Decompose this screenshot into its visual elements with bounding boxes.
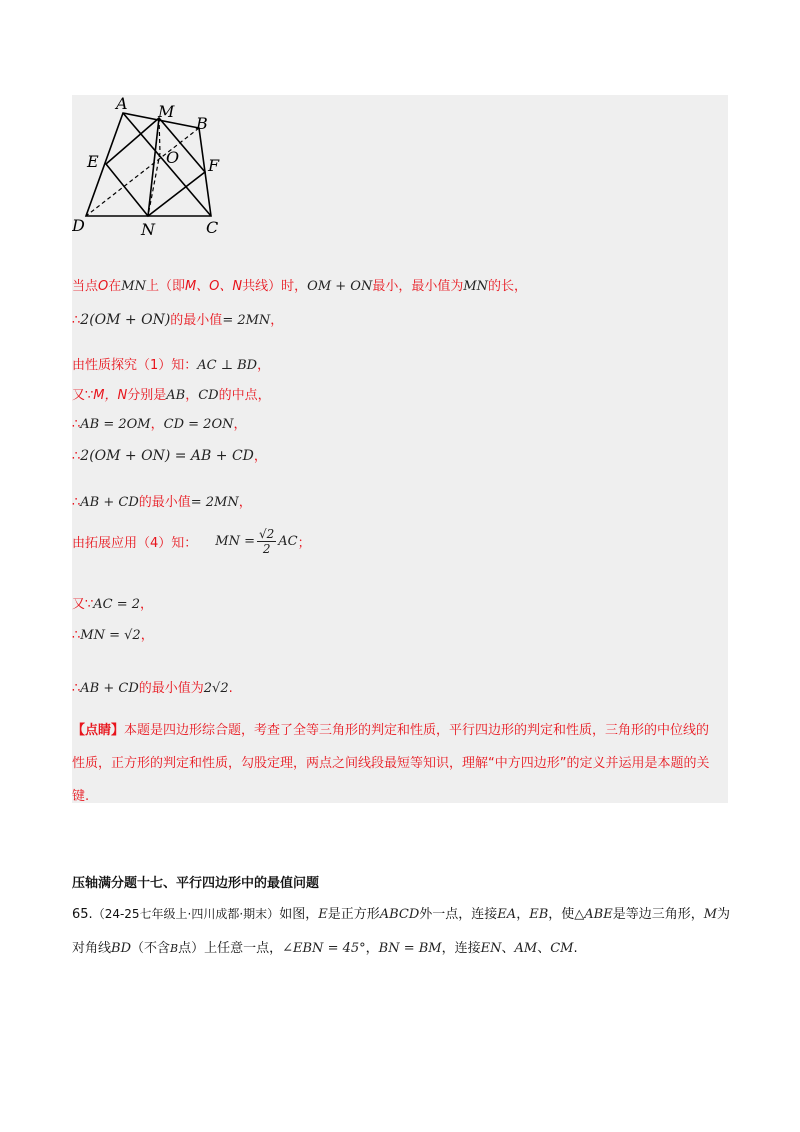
fraction-numerator: √2 [259, 527, 275, 541]
math-expr: = 2MN [190, 495, 239, 510]
text: 为对角线 [72, 907, 731, 956]
section-heading: 压轴满分题十七、平行四边形中的最值问题 [72, 876, 320, 891]
problem-source: （24-25七年级上·四川成都·期末） [92, 907, 280, 921]
math-ab: AB [166, 388, 186, 403]
text: 外一点，连接 [419, 907, 498, 922]
math-e: E [318, 907, 328, 922]
math-expr: MN = √2 [80, 628, 141, 643]
diagonal-bd-dashed [86, 128, 199, 216]
text: 由性质探究（1）知： [72, 358, 198, 373]
label-d: D [72, 216, 85, 235]
math-value: 2√2 [203, 681, 229, 696]
text: 当点 [72, 279, 99, 294]
note-text: 本题是四边形综合题，考查了全等三角形的判定和性质，平行四边形的判定和性质，三角形的中位线的性质，正方形的判定和性质，勾股定理，两点之间线段最短等知识，理解“中方四边形”的定义并运用是本题的关键. [72, 723, 710, 804]
note-tag: 【点睛】 [72, 723, 125, 738]
math-expr: AB + CD [80, 681, 139, 696]
math-om-on: OM + ON [307, 279, 373, 294]
text: ， [253, 449, 267, 464]
math-b: B [170, 942, 179, 955]
math-expr: AB = 2OM [80, 417, 151, 432]
label-a: A [116, 95, 128, 113]
text: 的中点， [218, 388, 271, 403]
solution-line-7 [72, 491, 252, 510]
text: 是正方形 [327, 907, 380, 922]
text: ，连接 [441, 941, 481, 956]
text: ； [297, 536, 311, 551]
math-expr: BN = BM [378, 941, 442, 956]
solution-line-2 [72, 309, 283, 328]
quadrilateral-figure [72, 95, 262, 245]
math-expr: CD = 2ON [163, 417, 234, 432]
solution-line-6 [72, 445, 267, 464]
solution-line-3 [72, 354, 270, 373]
math-angle: ∠EBN = 45° [282, 941, 366, 956]
solution-line-5 [72, 413, 247, 432]
solution-line-11 [72, 677, 233, 696]
math-cd: CD [198, 388, 219, 403]
text: ，使 [548, 907, 575, 922]
label-e: E [87, 152, 99, 171]
math-expr: AB + CD [80, 495, 139, 510]
points-mon: M、O、N [184, 279, 243, 294]
math-abcd: ABCD [379, 907, 420, 922]
key-point-note [72, 714, 722, 813]
text: 的最小值 [170, 313, 223, 328]
text: 分别是 [127, 388, 167, 403]
text: . [573, 941, 578, 956]
math-ac: AC [278, 534, 298, 549]
text: ， [270, 313, 284, 328]
therefore-symbol: ∴ [72, 313, 81, 328]
math-cm: CM [550, 941, 574, 956]
text: 如图， [279, 907, 319, 922]
text: 共线）时， [242, 279, 308, 294]
text: . [228, 681, 233, 696]
math-mn: MN [463, 279, 489, 294]
therefore-symbol: ∴ [72, 449, 81, 464]
fraction-denominator: 2 [262, 542, 271, 556]
text: 的长， [488, 279, 528, 294]
solution-line-10 [72, 624, 154, 643]
text: 点）上任意一点， [178, 941, 283, 956]
inner-quadrilateral-mefn [106, 118, 205, 216]
label-f: F [208, 156, 220, 175]
math-mn: MN [121, 279, 146, 294]
math-triangle-abe: △ABE [574, 907, 613, 922]
label-m: M [158, 102, 175, 121]
label-n: N [141, 220, 155, 239]
text: ， [140, 628, 154, 643]
problem-number: 65. [72, 907, 93, 922]
text: ， [150, 417, 164, 432]
text: （不含 [131, 941, 171, 956]
text: ， [365, 941, 379, 956]
text: ， [185, 388, 199, 403]
text: 最小，最小值为 [372, 279, 464, 294]
therefore-symbol: ∴ [72, 628, 81, 643]
math-ea: EA [497, 907, 517, 922]
text: 在 [108, 279, 122, 294]
problem-65 [72, 897, 732, 966]
quadrilateral-abcd [86, 113, 211, 216]
label-o: O [166, 148, 180, 167]
text: ， [238, 495, 252, 510]
math-bd: BD [111, 941, 131, 956]
math-en: EN [480, 941, 502, 956]
math-am: AM [514, 941, 538, 956]
math-expr: AC ⊥ BD [197, 358, 258, 373]
text: ， [257, 358, 271, 373]
text: 是等边三角形， [612, 907, 704, 922]
math-expr: MN = [215, 534, 255, 549]
math-m: M [703, 907, 718, 922]
text: 、 [501, 941, 515, 956]
therefore-symbol: ∴ [72, 417, 81, 432]
points-mn: M，N [93, 388, 128, 403]
math-expr: 2(OM + ON) [80, 312, 171, 328]
solution-line-8 [72, 527, 311, 556]
point-o: O [98, 279, 109, 294]
solution-line-9 [72, 593, 153, 612]
text: 又∵ [72, 597, 94, 612]
solution-line-1 [72, 275, 527, 294]
math-expr: 2(OM + ON) = AB + CD [80, 448, 254, 464]
text: 由拓展应用（4）知： [72, 536, 198, 551]
text: 的最小值 [138, 495, 191, 510]
text: ， [233, 417, 247, 432]
math-expr: AC = 2 [93, 597, 141, 612]
label-c: C [206, 218, 219, 237]
text: ， [516, 907, 530, 922]
fraction-sqrt2-over-2 [257, 527, 276, 556]
text: 上（即 [145, 279, 185, 294]
text: ， [140, 597, 154, 612]
text: 又∵ [72, 388, 94, 403]
label-b: B [196, 114, 208, 133]
therefore-symbol: ∴ [72, 681, 81, 696]
therefore-symbol: ∴ [72, 495, 81, 510]
solution-line-4 [72, 384, 271, 403]
text: 、 [537, 941, 551, 956]
text: 的最小值为 [138, 681, 204, 696]
math-expr: = 2MN [222, 313, 271, 328]
math-eb: EB [529, 907, 549, 922]
